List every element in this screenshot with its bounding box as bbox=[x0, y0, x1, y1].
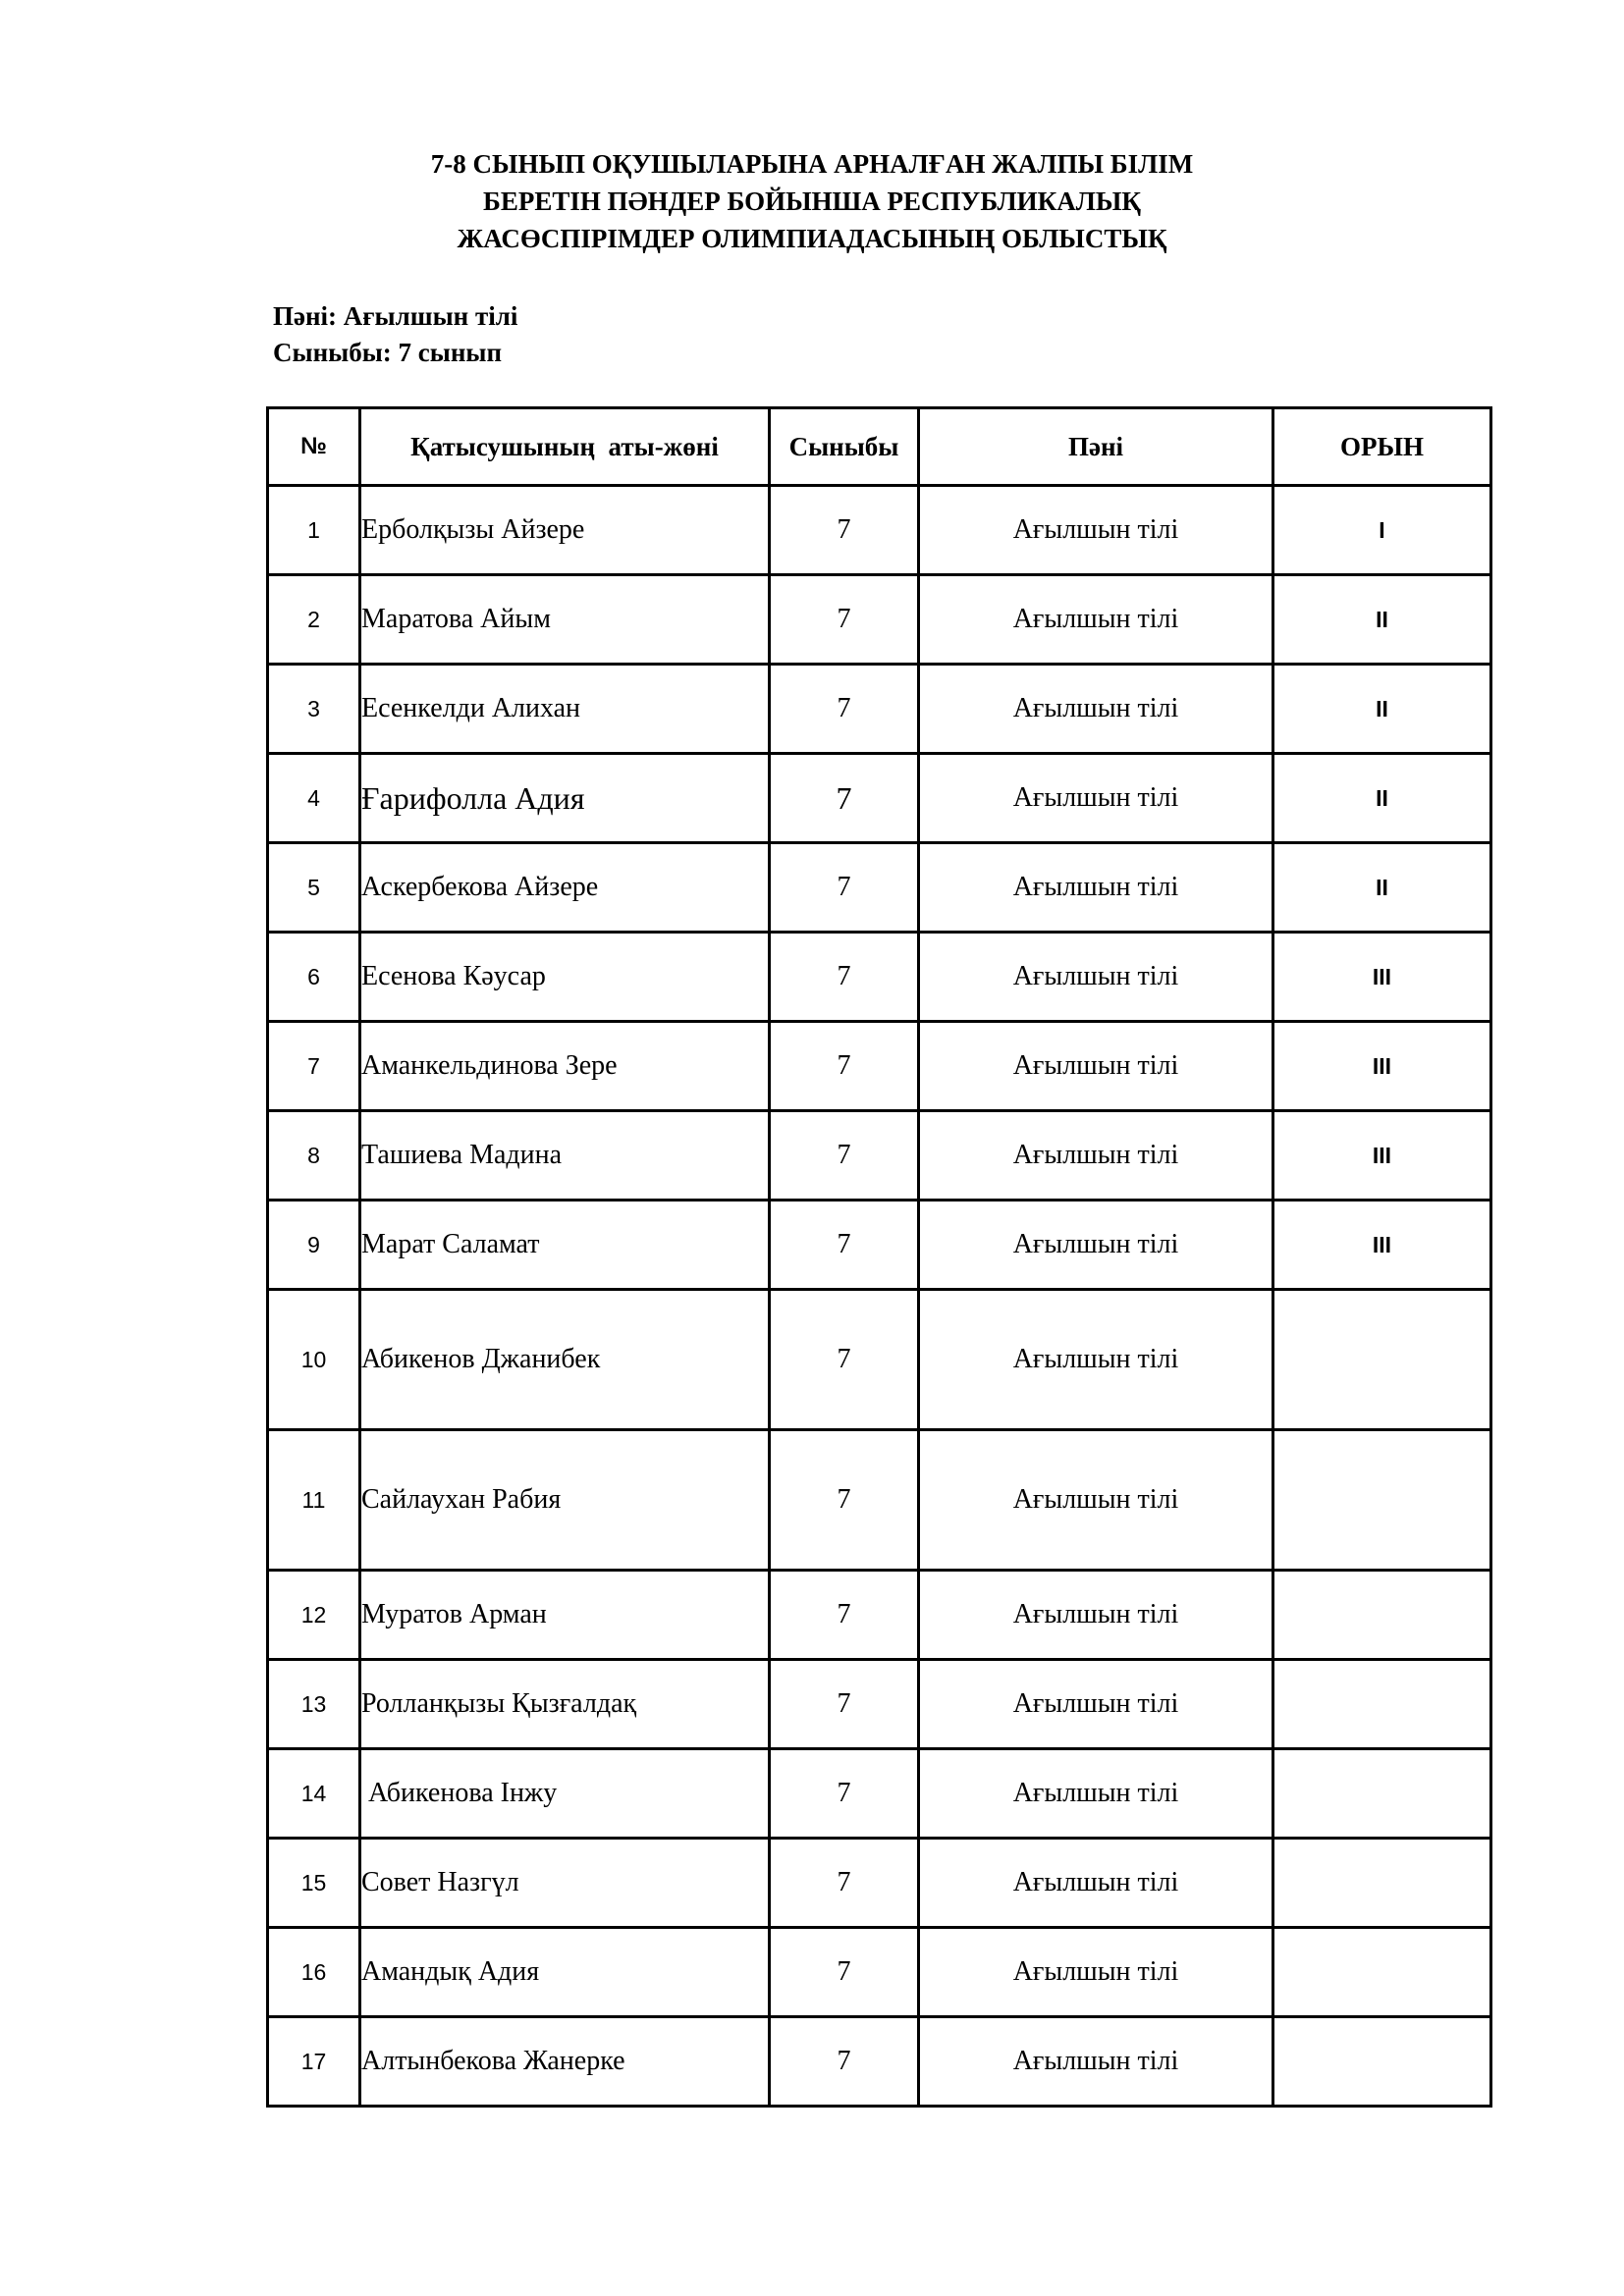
cell-subject: Ағылшын тілі bbox=[919, 1430, 1273, 1571]
cell-grade: 7 bbox=[770, 1201, 919, 1290]
cell-name: Аскербекова Айзере bbox=[360, 843, 770, 933]
cell-place: II bbox=[1273, 843, 1491, 933]
cell-grade: 7 bbox=[770, 754, 919, 843]
cell-name: Аманкельдинова Зере bbox=[360, 1022, 770, 1111]
table-row bbox=[268, 665, 1491, 754]
cell-grade: 7 bbox=[770, 1571, 919, 1660]
table-row bbox=[268, 933, 1491, 1022]
cell-subject: Ағылшын тілі bbox=[919, 665, 1273, 754]
cell-subject: Ағылшын тілі bbox=[919, 754, 1273, 843]
cell-num: 7 bbox=[268, 1022, 360, 1111]
table-row bbox=[268, 2017, 1491, 2107]
cell-name: Маратова Айым bbox=[360, 575, 770, 665]
cell-num: 3 bbox=[268, 665, 360, 754]
results-table bbox=[266, 406, 1492, 2108]
cell-num: 8 bbox=[268, 1111, 360, 1201]
cell-num: 10 bbox=[268, 1290, 360, 1430]
cell-place: III bbox=[1273, 1111, 1491, 1201]
header-grade: Сыныбы bbox=[770, 408, 919, 486]
cell-place bbox=[1273, 1430, 1491, 1571]
cell-subject: Ағылшын тілі bbox=[919, 1111, 1273, 1201]
cell-num: 15 bbox=[268, 1839, 360, 1928]
header-num: № bbox=[268, 408, 360, 486]
table-row bbox=[268, 486, 1491, 575]
cell-grade: 7 bbox=[770, 843, 919, 933]
cell-place: II bbox=[1273, 754, 1491, 843]
cell-num: 13 bbox=[268, 1660, 360, 1749]
cell-num: 5 bbox=[268, 843, 360, 933]
cell-name: Есенкелди Алихан bbox=[360, 665, 770, 754]
cell-place: II bbox=[1273, 665, 1491, 754]
cell-name: Абикенов Джанибек bbox=[360, 1290, 770, 1430]
table-row bbox=[268, 1571, 1491, 1660]
cell-place: III bbox=[1273, 933, 1491, 1022]
cell-subject: Ағылшын тілі bbox=[919, 1290, 1273, 1430]
class-line: Сыныбы: 7 сынып bbox=[273, 338, 503, 367]
cell-subject: Ағылшын тілі bbox=[919, 1749, 1273, 1839]
header-name: Қатысушының аты-жөні bbox=[360, 408, 770, 486]
cell-subject: Ағылшын тілі bbox=[919, 1201, 1273, 1290]
cell-place: II bbox=[1273, 575, 1491, 665]
document-meta bbox=[273, 298, 517, 371]
subject-line: Пәні: Ағылшын тілі bbox=[273, 301, 518, 331]
cell-place bbox=[1273, 2017, 1491, 2107]
cell-place: I bbox=[1273, 486, 1491, 575]
cell-num: 4 bbox=[268, 754, 360, 843]
cell-grade: 7 bbox=[770, 1928, 919, 2017]
table-row bbox=[268, 1290, 1491, 1430]
cell-num: 11 bbox=[268, 1430, 360, 1571]
cell-grade: 7 bbox=[770, 1022, 919, 1111]
cell-name: Амандық Адия bbox=[360, 1928, 770, 2017]
cell-subject: Ағылшын тілі bbox=[919, 1022, 1273, 1111]
cell-subject: Ағылшын тілі bbox=[919, 575, 1273, 665]
table-row bbox=[268, 1928, 1491, 2017]
cell-place bbox=[1273, 1571, 1491, 1660]
cell-subject: Ағылшын тілі bbox=[919, 933, 1273, 1022]
cell-name: Абикенова Інжу bbox=[360, 1749, 770, 1839]
table-row bbox=[268, 1430, 1491, 1571]
cell-name: Ташиева Мадина bbox=[360, 1111, 770, 1201]
cell-place bbox=[1273, 1660, 1491, 1749]
cell-place bbox=[1273, 1290, 1491, 1430]
table-row bbox=[268, 1022, 1491, 1111]
cell-grade: 7 bbox=[770, 2017, 919, 2107]
table-row bbox=[268, 1749, 1491, 1839]
table-row bbox=[268, 1839, 1491, 1928]
cell-name: Марат Саламат bbox=[360, 1201, 770, 1290]
cell-grade: 7 bbox=[770, 1430, 919, 1571]
cell-grade: 7 bbox=[770, 1111, 919, 1201]
cell-name: Ғарифолла Адия bbox=[360, 754, 770, 843]
table-header-row bbox=[268, 408, 1491, 486]
title-line: ЖАСӨСПІРІМДЕР ОЛИМПИАДАСЫНЫҢ ОБЛЫСТЫҚ bbox=[457, 224, 1167, 253]
cell-grade: 7 bbox=[770, 1749, 919, 1839]
cell-grade: 7 bbox=[770, 486, 919, 575]
cell-grade: 7 bbox=[770, 575, 919, 665]
table-row bbox=[268, 1201, 1491, 1290]
title-line: 7-8 СЫНЫП ОҚУШЫЛАРЫНА АРНАЛҒАН ЖАЛПЫ БІЛІМ bbox=[430, 149, 1194, 179]
cell-num: 2 bbox=[268, 575, 360, 665]
cell-num: 14 bbox=[268, 1749, 360, 1839]
cell-place: III bbox=[1273, 1201, 1491, 1290]
cell-grade: 7 bbox=[770, 933, 919, 1022]
table-row bbox=[268, 1111, 1491, 1201]
cell-subject: Ағылшын тілі bbox=[919, 1660, 1273, 1749]
cell-num: 16 bbox=[268, 1928, 360, 2017]
cell-grade: 7 bbox=[770, 665, 919, 754]
cell-place: III bbox=[1273, 1022, 1491, 1111]
title-line: БЕРЕТІН ПӘНДЕР БОЙЫНША РЕСПУБЛИКАЛЫҚ bbox=[483, 187, 1141, 216]
cell-name: Ролланқызы Қызғалдақ bbox=[360, 1660, 770, 1749]
cell-subject: Ағылшын тілі bbox=[919, 2017, 1273, 2107]
cell-name: Алтынбекова Жанерке bbox=[360, 2017, 770, 2107]
cell-subject: Ағылшын тілі bbox=[919, 843, 1273, 933]
cell-num: 1 bbox=[268, 486, 360, 575]
cell-subject: Ағылшын тілі bbox=[919, 1928, 1273, 2017]
cell-num: 17 bbox=[268, 2017, 360, 2107]
cell-num: 9 bbox=[268, 1201, 360, 1290]
cell-name: Совет Назгүл bbox=[360, 1839, 770, 1928]
table-row bbox=[268, 575, 1491, 665]
cell-subject: Ағылшын тілі bbox=[919, 486, 1273, 575]
table-row bbox=[268, 754, 1491, 843]
cell-place bbox=[1273, 1928, 1491, 2017]
table-row bbox=[268, 1660, 1491, 1749]
cell-name: Сайлаухан Рабия bbox=[360, 1430, 770, 1571]
cell-name: Муратов Арман bbox=[360, 1571, 770, 1660]
table-row bbox=[268, 843, 1491, 933]
cell-num: 12 bbox=[268, 1571, 360, 1660]
cell-place bbox=[1273, 1839, 1491, 1928]
cell-name: Ерболқызы Айзере bbox=[360, 486, 770, 575]
header-subject: Пәні bbox=[919, 408, 1273, 486]
cell-subject: Ағылшын тілі bbox=[919, 1571, 1273, 1660]
cell-subject: Ағылшын тілі bbox=[919, 1839, 1273, 1928]
cell-name: Есенова Кәусар bbox=[360, 933, 770, 1022]
cell-grade: 7 bbox=[770, 1290, 919, 1430]
document-title bbox=[0, 145, 1624, 257]
cell-place bbox=[1273, 1749, 1491, 1839]
header-place: ОРЫН bbox=[1273, 408, 1491, 486]
cell-grade: 7 bbox=[770, 1839, 919, 1928]
cell-num: 6 bbox=[268, 933, 360, 1022]
cell-grade: 7 bbox=[770, 1660, 919, 1749]
